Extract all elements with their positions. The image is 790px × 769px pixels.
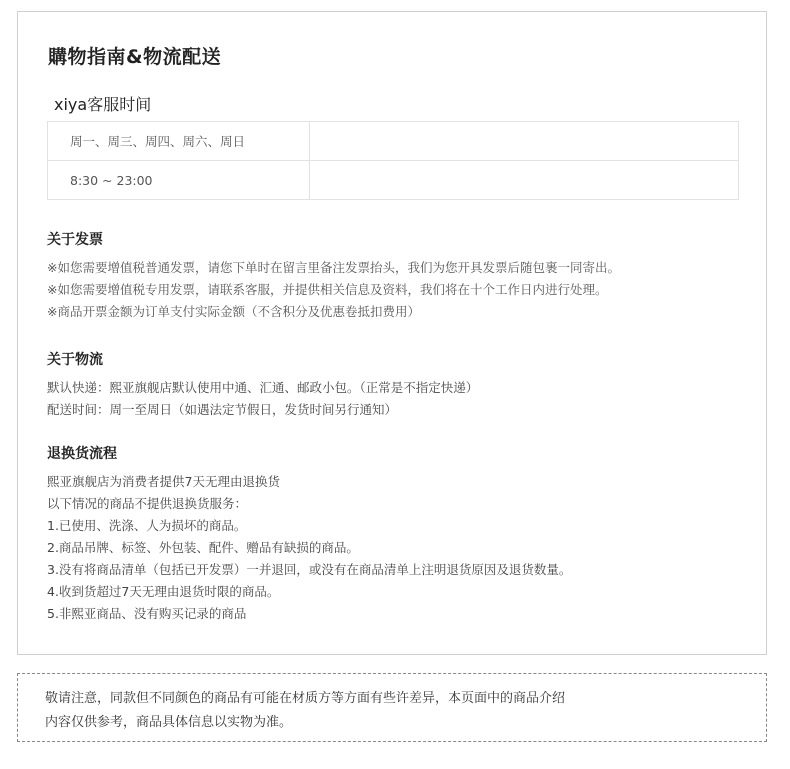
returns-line: 以下情况的商品不提供退换货服务：: [47, 496, 248, 511]
returns-section-title: 退换货流程: [47, 446, 117, 462]
returns-line: 5.非熙亚商品、没有购买记录的商品: [47, 606, 247, 621]
table-cell: 周一、周三、周四、周六、周日: [48, 122, 310, 161]
logistics-section-title: 关于物流: [47, 352, 103, 368]
service-hours-table: [47, 121, 739, 200]
returns-line: 熙亚旗舰店为消费者提供7天无理由退换货: [47, 474, 280, 489]
returns-line: 2.商品吊牌、标签、外包装、配件、赠品有缺损的商品。: [47, 540, 359, 555]
table-cell: [310, 122, 739, 161]
returns-line: 4.收到货超过7天无理由退货时限的商品。: [47, 584, 280, 599]
table-row: [48, 161, 739, 200]
invoice-line: ※如您需要增值税普通发票，请您下单时在留言里备注发票抬头，我们为您开具发票后随包裹一同寄出。: [47, 260, 620, 275]
returns-line: 3.没有将商品清单（包括已开发票）一并退回，或没有在商品清单上注明退货原因及退货数量。: [47, 562, 572, 577]
notice-line: 内容仅供参考，商品具体信息以实物为准。: [45, 715, 293, 730]
table-cell: 8:30 ~ 23:00: [48, 161, 310, 200]
table-row: [48, 122, 739, 161]
logistics-line: 默认快递：熙亚旗舰店默认使用中通、汇通、邮政小包。（正常是不指定快递）: [47, 380, 479, 395]
logistics-line: 配送时间：周一至周日（如遇法定节假日，发货时间另行通知）: [47, 402, 398, 417]
table-cell: [310, 161, 739, 200]
notice-line: 敬请注意，同款但不同颜色的商品有可能在材质方等方面有些许差异，本页面中的商品介绍: [45, 691, 566, 706]
invoice-line: ※如您需要增值税专用发票，请联系客服，并提供相关信息及资料，我们将在十个工作日内进行处理。: [47, 282, 608, 297]
notice-box: [17, 673, 767, 742]
service-hours-title: xiya客服时间: [54, 95, 152, 114]
invoice-line: ※商品开票金额为订单支付实际金额（不含积分及优惠卷抵扣费用）: [47, 304, 420, 319]
page-title: 購物指南&物流配送: [48, 46, 222, 68]
invoice-section-title: 关于发票: [47, 232, 103, 248]
shopping-guide-panel: [17, 11, 767, 655]
returns-line: 1.已使用、洗涤、人为损坏的商品。: [47, 518, 247, 533]
